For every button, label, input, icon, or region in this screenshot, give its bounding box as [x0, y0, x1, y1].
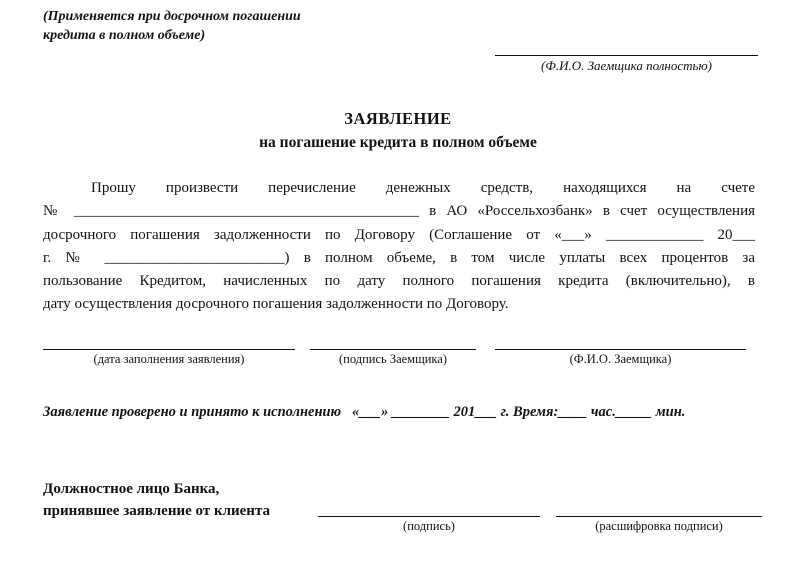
paragraph-line: Прошу произвести перечисление денежных средств, находящихся на счете: [91, 180, 755, 196]
body-paragraph: [43, 177, 755, 317]
borrower-signature-caption: (подпись Заемщика): [338, 352, 448, 366]
bank-official-label-line1: Должностное лицо Банка,: [43, 481, 220, 497]
paragraph-line: пользование Кредитом, начисленных по дату полного погашения кредита (включительно), в: [43, 273, 755, 290]
bank-official-label-line2: принявшее заявление от клиента: [43, 503, 270, 519]
borrower-signature-field: [310, 331, 476, 367]
document-subtitle: на погашение кредита в полном объеме: [259, 134, 537, 151]
applicability-note: (Применяется при досрочном погашении кредита в полном объеме): [43, 9, 301, 43]
official-signature-caption: (подпись): [403, 519, 455, 533]
borrower-name-caption: (Ф.И.О. Заемщика): [569, 352, 672, 366]
paragraph-line-account-number-blank: № ______________________________________________ в АО «Россельхозбанк» в счет осуществления: [43, 203, 755, 220]
fill-date-field: [43, 331, 295, 367]
paragraph-line-agreement-date-blank: досрочного погашения задолженности по Договору (Соглашение от «___» _____________ 20___: [43, 226, 755, 243]
bank-official-label: [43, 478, 323, 522]
borrower-fio-caption: (Ф.И.О. Заемщика полностью): [541, 58, 712, 73]
borrower-fio-blank-line: [495, 0, 758, 56]
document-title-block: [43, 109, 753, 152]
borrower-name-blank-line: [495, 331, 746, 350]
fill-date-blank-line: [43, 331, 295, 350]
official-signature-field: [318, 498, 540, 534]
borrower-signature-blank-line: [310, 331, 476, 350]
document-title: ЗАЯВЛЕНИЕ: [344, 109, 452, 128]
fill-date-caption: (дата заполнения заявления): [93, 352, 245, 366]
borrower-name-field: [495, 331, 746, 367]
paragraph-line-agreement-number-blank: г. № ________________________) в полном объеме, в том числе уплаты всех процентов за: [43, 249, 755, 266]
official-name-caption: (расшифровка подписи): [595, 519, 723, 533]
official-name-blank-line: [556, 498, 762, 517]
paragraph-line: дату осуществления досрочного погашения задолженности по Договору.: [43, 296, 509, 313]
acceptance-statement: Заявление проверено и принято к исполнению «___» ________ 201___ г. Время:____ час._____ мин.: [43, 404, 686, 420]
official-signature-blank-line: [318, 498, 540, 517]
official-name-field: [556, 498, 762, 534]
borrower-fio-block: [495, 0, 758, 74]
